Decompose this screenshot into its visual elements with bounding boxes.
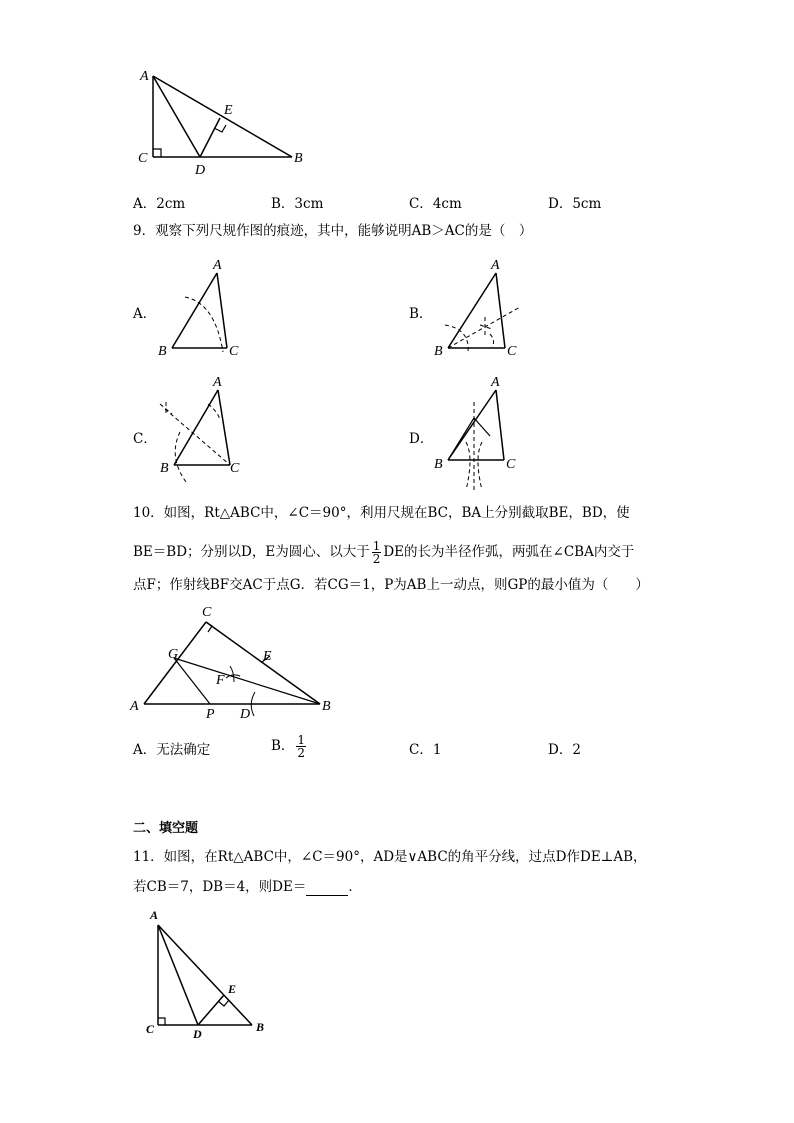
section-title-fill-in: 二、填空题	[133, 821, 199, 836]
q8-figure	[130, 62, 320, 182]
svg-text:C: C	[146, 1022, 155, 1036]
svg-text:D: D	[193, 1027, 202, 1041]
q9-option-d[interactable]: D．	[409, 431, 434, 447]
svg-text:B: B	[158, 344, 167, 359]
svg-text:A: A	[130, 699, 139, 714]
svg-text:F: F	[216, 673, 225, 688]
svg-text:A: A	[491, 375, 500, 390]
svg-text:B: B	[434, 344, 443, 359]
svg-text:B: B	[434, 457, 443, 472]
q10-option-d[interactable]: D．2	[548, 742, 581, 758]
svg-text:P: P	[206, 707, 215, 722]
q10-fraction: $\frac{1}{2}$	[372, 539, 381, 566]
svg-text:A: A	[213, 258, 222, 273]
svg-text:B: B	[160, 461, 169, 476]
svg-text:A: A	[491, 258, 500, 273]
q10-line-2: BE＝BD；分别以D，E为圆心、以大于 $\frac{1}{2}$ DE的长为半径作弧，两弧在∠CBA内交于	[133, 539, 635, 566]
svg-text:C: C	[507, 344, 517, 359]
q9-figure-c	[150, 372, 250, 484]
q8-label-b: B	[294, 151, 303, 166]
q8-option-a[interactable]: A．2cm	[133, 196, 186, 212]
svg-text:E: E	[228, 982, 237, 996]
q11-answer-blank[interactable]	[306, 881, 348, 896]
svg-text:B: B	[322, 699, 331, 714]
svg-text:G: G	[168, 647, 179, 662]
q11-line-1: 11．如图，在Rt△ABC中，∠C＝90°，AD是∨ABC的角平分线，过点D作DE⊥AB，	[133, 849, 647, 865]
svg-text:C: C	[506, 457, 516, 472]
svg-text:B: B	[256, 1020, 265, 1034]
svg-text:A: A	[213, 375, 222, 390]
q8-label-d: D	[195, 163, 206, 178]
svg-text:C: C	[229, 344, 239, 359]
q8-label-e: E	[224, 103, 233, 118]
svg-text:C: C	[202, 605, 212, 620]
q10-option-c[interactable]: C．1	[409, 742, 442, 758]
q8-option-d[interactable]: D．5cm	[548, 196, 602, 212]
q9-option-b[interactable]: B．	[409, 306, 433, 322]
q9-figure-d	[430, 372, 530, 494]
q11-figure	[140, 905, 280, 1045]
q8-option-b[interactable]: B．3cm	[271, 196, 324, 212]
q10-option-b[interactable]: B． $\frac{1}{2}$	[271, 733, 306, 760]
q8-label-a: A	[140, 69, 149, 84]
q9-figure-b	[430, 255, 530, 360]
q9-option-a[interactable]: A．	[133, 306, 157, 322]
q10-figure	[130, 600, 340, 730]
q9-option-c[interactable]: C．	[133, 431, 157, 447]
q8-option-c[interactable]: C．4cm	[409, 196, 462, 212]
svg-text:D: D	[240, 707, 251, 722]
q11-line-2: 若CB＝7，DB＝4，则DE＝ ．	[133, 879, 362, 895]
svg-text:E: E	[263, 649, 272, 664]
q9-figure-a	[155, 255, 250, 360]
q9-stem: 9．观察下列尺规作图的痕迹，其中，能够说明AB＞AC的是（ ）	[133, 223, 533, 239]
q10-option-a[interactable]: A．无法确定	[133, 742, 211, 758]
q8-label-c: C	[138, 151, 148, 166]
svg-text:A: A	[150, 908, 159, 922]
q10-line-3: 点F；作射线BF交AC于点G．若CG＝1，P为AB上一动点，则GP的最小值为（ ）	[133, 577, 649, 593]
q10-line-1: 10．如图，Rt△ABC中，∠C＝90°，利用尺规在BC，BA上分别截取BE，BD，使	[133, 505, 630, 521]
svg-text:C: C	[230, 461, 240, 476]
